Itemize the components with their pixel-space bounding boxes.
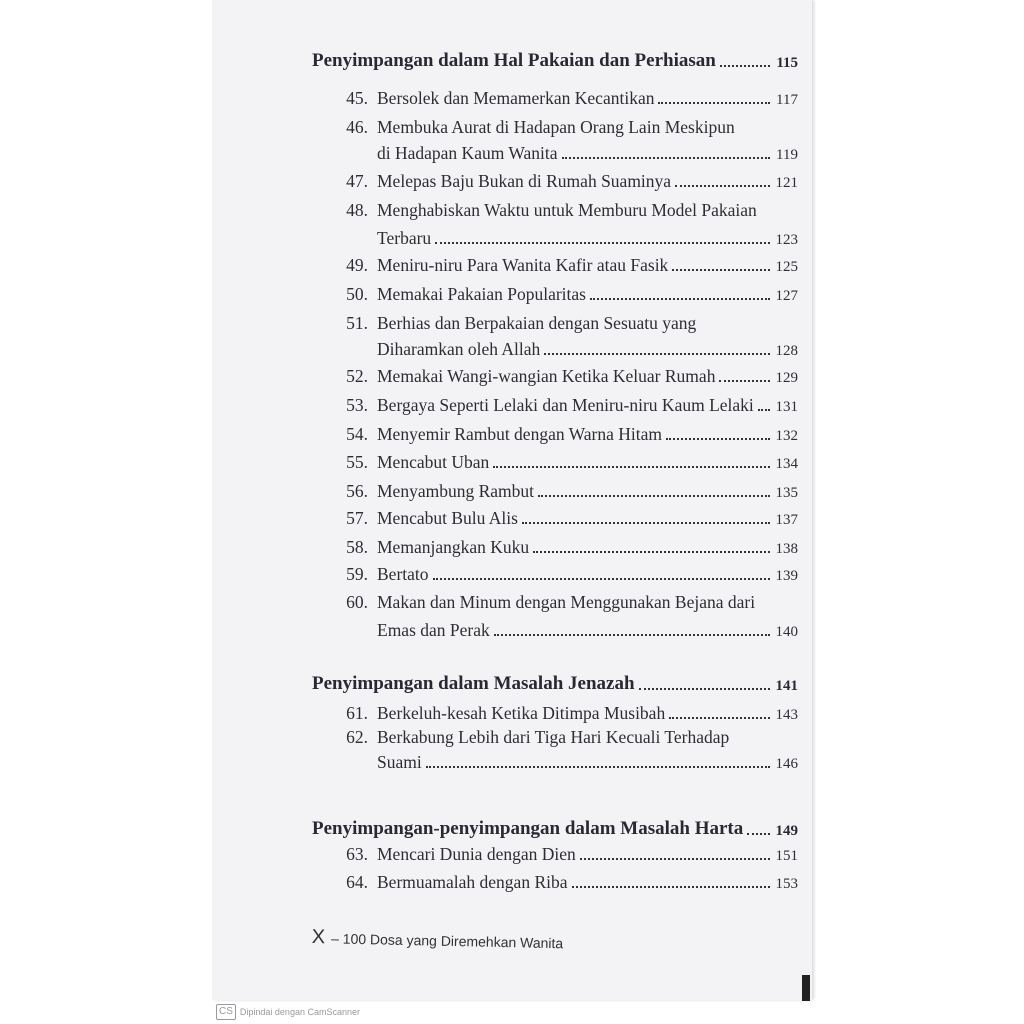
- scanner-watermark: [216, 1004, 360, 1020]
- footer-book-title: – 100 Dosa yang Diremehkan Wanita: [330, 930, 564, 952]
- dot-leader: [590, 298, 770, 300]
- section-page-number: 115: [776, 55, 798, 71]
- toc-entry-continuation: [377, 752, 798, 773]
- dot-leader: [669, 717, 769, 719]
- toc-entry: [377, 564, 798, 585]
- section-title: Penyimpangan dalam Masalah Jenazah: [312, 673, 635, 694]
- entry-number: 58.: [346, 537, 368, 557]
- dot-leader: [580, 858, 770, 860]
- entry-title: Bersolek dan Memamerkan Kecantikan: [377, 88, 655, 108]
- dot-leader: [572, 886, 770, 888]
- entry-title: Bertato: [377, 564, 429, 584]
- toc-entry: [377, 844, 798, 865]
- dot-leader: [675, 185, 769, 187]
- entry-number: 59.: [346, 564, 368, 584]
- section-title: Penyimpangan dalam Hal Pakaian dan Perhiasan: [312, 50, 716, 71]
- footer-page-number: X: [311, 926, 326, 949]
- dot-leader: [562, 157, 771, 159]
- entry-title: Membuka Aurat di Hadapan Orang Lain Meskipun: [377, 117, 735, 137]
- camscanner-logo-icon: CS: [216, 1004, 236, 1020]
- entry-page-number: 153: [775, 876, 798, 892]
- section-title: Penyimpangan-penyimpangan dalam Masalah Harta: [312, 818, 744, 839]
- entry-title: Memakai Wangi-wangian Ketika Keluar Rumah: [377, 366, 716, 386]
- dot-leader: [666, 438, 770, 440]
- dot-leader: [493, 466, 769, 468]
- entry-page-number: 132: [775, 428, 798, 444]
- toc-entry: [377, 395, 798, 416]
- dot-leader: [433, 578, 770, 580]
- entry-page-number: 135: [775, 485, 798, 501]
- entry-number: 55.: [346, 452, 368, 472]
- toc-entry-continuation: [377, 228, 798, 249]
- entry-page-number: 129: [775, 370, 798, 386]
- toc-entry: [377, 424, 798, 445]
- entry-number: 53.: [346, 395, 368, 415]
- toc-entry: [377, 872, 798, 893]
- entry-number: 54.: [346, 424, 368, 444]
- toc-section-heading: [312, 673, 798, 695]
- entry-number: 52.: [346, 366, 368, 386]
- entry-number: 57.: [346, 508, 368, 528]
- dot-leader: [426, 766, 770, 768]
- section-page-number: 149: [775, 823, 798, 839]
- toc-entry: [377, 88, 798, 109]
- entry-title: Melepas Baju Bukan di Rumah Suaminya: [377, 171, 672, 191]
- dot-leader: [538, 495, 770, 497]
- entry-number: 50.: [346, 284, 368, 304]
- entry-page-number: 140: [775, 624, 798, 640]
- entry-page-number: 117: [776, 92, 798, 108]
- page-edge-shadow: [802, 975, 810, 1001]
- entry-number: 51.: [346, 313, 368, 333]
- entry-page-number: 131: [775, 399, 798, 415]
- entry-title: Menghabiskan Waktu untuk Memburu Model Pakaian: [377, 200, 757, 220]
- scanner-watermark-text: Dipindai dengan CamScanner: [239, 1007, 360, 1017]
- toc-entry-continuation: [377, 339, 798, 360]
- entry-title: Mencabut Bulu Alis: [377, 508, 518, 528]
- entry-page-number: 121: [775, 175, 798, 191]
- entry-page-number: 119: [776, 147, 798, 163]
- entry-page-number: 127: [775, 288, 798, 304]
- entry-number: 63.: [346, 844, 368, 864]
- book-page: [212, 0, 812, 1000]
- entry-page-number: 139: [775, 568, 798, 584]
- toc-entry: [377, 481, 798, 502]
- entry-title: Memakai Pakaian Popularitas: [377, 284, 586, 304]
- section-page-number: 141: [775, 678, 798, 694]
- entry-number: 46.: [346, 117, 368, 137]
- entry-page-number: 128: [775, 343, 798, 359]
- entry-number: 56.: [346, 481, 368, 501]
- entry-number: 49.: [346, 255, 368, 275]
- toc-section-heading: [312, 818, 798, 840]
- entry-number: 45.: [346, 88, 368, 108]
- entry-number: 62.: [346, 727, 368, 747]
- entry-page-number: 125: [775, 259, 798, 275]
- entry-title-continuation: Emas dan Perak: [377, 620, 490, 640]
- entry-title: Memanjangkan Kuku: [377, 537, 530, 557]
- dot-leader: [435, 242, 769, 244]
- entry-title: Bermuamalah dengan Riba: [377, 872, 568, 892]
- toc-section-heading: [312, 50, 798, 72]
- entry-page-number: 123: [775, 232, 798, 248]
- entry-page-number: 138: [775, 541, 798, 557]
- entry-title: Mencabut Uban: [377, 452, 490, 472]
- toc-entry: [377, 452, 798, 473]
- entry-title: Makan dan Minum dengan Menggunakan Bejana dari: [377, 592, 756, 612]
- entry-title: Menyambung Rambut: [377, 481, 534, 501]
- toc-entry: [377, 508, 798, 529]
- entry-page-number: 151: [775, 848, 798, 864]
- dot-leader: [639, 688, 770, 690]
- entry-title-continuation: di Hadapan Kaum Wanita: [377, 143, 558, 163]
- dot-leader: [494, 634, 770, 636]
- dot-leader: [544, 353, 769, 355]
- toc-entry: [377, 171, 798, 192]
- entry-page-number: 146: [775, 756, 798, 772]
- entry-number: 64.: [346, 872, 368, 892]
- entry-title: Meniru-niru Para Wanita Kafir atau Fasik: [377, 255, 669, 275]
- dot-leader: [747, 833, 769, 835]
- table-of-contents: [212, 0, 812, 1000]
- entry-title: Mencari Dunia dengan Dien: [377, 844, 576, 864]
- entry-page-number: 134: [775, 456, 798, 472]
- dot-leader: [719, 380, 769, 382]
- toc-entry-continuation: [377, 620, 798, 641]
- entry-title: Menyemir Rambut dengan Warna Hitam: [377, 424, 662, 444]
- entry-title: Berkabung Lebih dari Tiga Hari Kecuali Terhadap: [377, 727, 730, 747]
- entry-title: Bergaya Seperti Lelaki dan Meniru-niru Kaum Lelaki: [377, 395, 754, 415]
- entry-number: 48.: [346, 200, 368, 220]
- entry-number: 60.: [346, 592, 368, 612]
- entry-title-continuation: Suami: [377, 752, 422, 772]
- toc-entry: [377, 537, 798, 558]
- toc-entry: [377, 703, 798, 724]
- dot-leader: [522, 522, 770, 524]
- entry-title-continuation: Diharamkan oleh Allah: [377, 339, 541, 359]
- toc-entry-continuation: [377, 143, 798, 164]
- toc-entry: [377, 366, 798, 387]
- entry-number: 47.: [346, 171, 368, 191]
- entry-title: Berkeluh-kesah Ketika Ditimpa Musibah: [377, 703, 666, 723]
- entry-page-number: 137: [775, 512, 798, 528]
- dot-leader: [672, 269, 769, 271]
- dot-leader: [533, 551, 769, 553]
- entry-title-continuation: Terbaru: [377, 228, 432, 248]
- toc-entry: [377, 284, 798, 305]
- dot-leader: [758, 409, 770, 411]
- entry-title: Berhias dan Berpakaian dengan Sesuatu yang: [377, 313, 697, 333]
- toc-entry: [377, 255, 798, 276]
- entry-number: 61.: [346, 703, 368, 723]
- dot-leader: [720, 65, 770, 67]
- dot-leader: [658, 102, 770, 104]
- entry-page-number: 143: [775, 707, 798, 723]
